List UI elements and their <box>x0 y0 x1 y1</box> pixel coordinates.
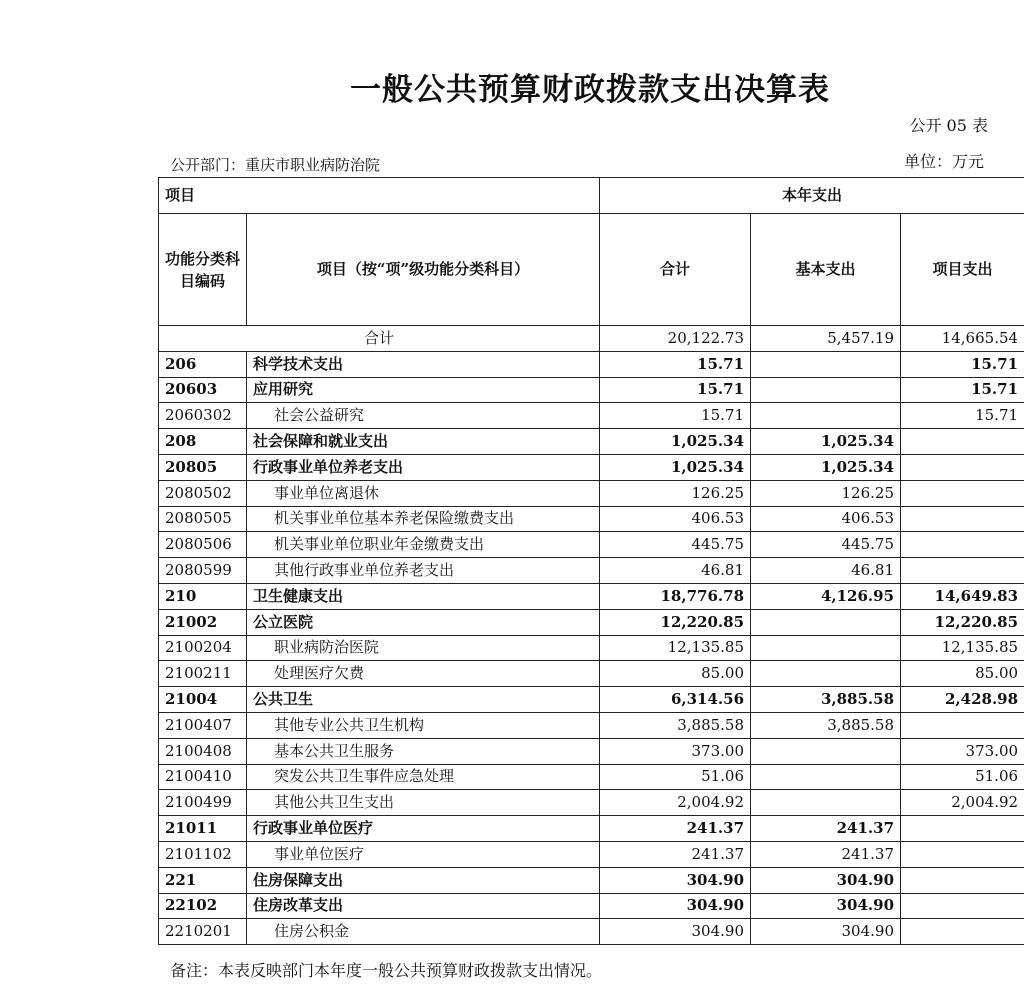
row-project <box>901 454 1024 480</box>
row-basic <box>751 351 901 377</box>
row-project <box>901 919 1024 945</box>
table-row <box>159 764 1024 790</box>
form-number: 公开 05 表 <box>909 116 988 135</box>
row-code: 2080506 <box>159 532 247 558</box>
table-row <box>159 558 1024 584</box>
table-row <box>159 583 1024 609</box>
row-total: 445.75 <box>600 532 751 558</box>
row-basic: 304.90 <box>751 919 901 945</box>
row-name: 其他公共卫生支出 <box>247 790 600 816</box>
row-basic <box>751 609 901 635</box>
row-code: 2060302 <box>159 403 247 429</box>
row-basic: 241.37 <box>751 816 901 842</box>
table-row <box>159 893 1024 919</box>
row-project <box>901 506 1024 532</box>
row-name: 处理医疗欠费 <box>247 661 600 687</box>
header-current-year: 本年支出 <box>600 178 1024 214</box>
row-total: 241.37 <box>600 816 751 842</box>
row-name: 基本公共卫生服务 <box>247 738 600 764</box>
row-code: 2100499 <box>159 790 247 816</box>
row-name: 职业病防治医院 <box>247 635 600 661</box>
row-basic <box>751 738 901 764</box>
row-name: 应用研究 <box>247 377 600 403</box>
row-code: 2100211 <box>159 661 247 687</box>
row-project: 51.06 <box>901 764 1024 790</box>
row-code: 221 <box>159 867 247 893</box>
row-project: 14,649.83 <box>901 583 1024 609</box>
row-name: 机关事业单位职业年金缴费支出 <box>247 532 600 558</box>
department-label: 公开部门：重庆市职业病防治院 <box>170 156 381 174</box>
row-name: 卫生健康支出 <box>247 583 600 609</box>
table-row <box>159 480 1024 506</box>
table-row <box>159 429 1024 455</box>
row-basic: 126.25 <box>751 480 901 506</box>
page-title: 一般公共预算财政拨款支出决算表 <box>350 72 830 108</box>
row-basic: 406.53 <box>751 506 901 532</box>
row-code: 2100204 <box>159 635 247 661</box>
row-total: 304.90 <box>600 867 751 893</box>
table-row <box>159 609 1024 635</box>
row-project <box>901 867 1024 893</box>
row-basic <box>751 764 901 790</box>
row-basic <box>751 661 901 687</box>
row-total: 1,025.34 <box>600 429 751 455</box>
row-basic: 3,885.58 <box>751 687 901 713</box>
total-project: 14,665.54 <box>901 326 1024 352</box>
header-row-top <box>159 178 1024 214</box>
row-project: 15.71 <box>901 403 1024 429</box>
row-name: 住房改革支出 <box>247 893 600 919</box>
table-row <box>159 687 1024 713</box>
total-row <box>159 326 1024 352</box>
row-project: 2,428.98 <box>901 687 1024 713</box>
row-name: 社会公益研究 <box>247 403 600 429</box>
row-name: 机关事业单位基本养老保险缴费支出 <box>247 506 600 532</box>
row-name: 事业单位医疗 <box>247 841 600 867</box>
row-name: 其他专业公共卫生机构 <box>247 712 600 738</box>
header-code: 功能分类科目编码 <box>159 214 247 326</box>
row-total: 1,025.34 <box>600 454 751 480</box>
row-basic <box>751 635 901 661</box>
row-name: 其他行政事业单位养老支出 <box>247 558 600 584</box>
row-basic: 304.90 <box>751 867 901 893</box>
total-label: 合计 <box>159 326 600 352</box>
header-basic: 基本支出 <box>751 214 901 326</box>
row-total: 241.37 <box>600 841 751 867</box>
row-code: 2100408 <box>159 738 247 764</box>
row-code: 210 <box>159 583 247 609</box>
header-name: 项目（按“项”级功能分类科目） <box>247 214 600 326</box>
row-total: 15.71 <box>600 351 751 377</box>
row-basic: 46.81 <box>751 558 901 584</box>
row-name: 科学技术支出 <box>247 351 600 377</box>
row-total: 6,314.56 <box>600 687 751 713</box>
row-total: 15.71 <box>600 377 751 403</box>
row-code: 2080505 <box>159 506 247 532</box>
table-row <box>159 351 1024 377</box>
row-project: 373.00 <box>901 738 1024 764</box>
table-row <box>159 738 1024 764</box>
header-row-sub <box>159 214 1024 326</box>
row-basic <box>751 790 901 816</box>
row-project <box>901 712 1024 738</box>
unit-label: 单位：万元 <box>903 152 984 171</box>
row-code: 20805 <box>159 454 247 480</box>
total-total: 20,122.73 <box>600 326 751 352</box>
row-project <box>901 480 1024 506</box>
row-total: 12,135.85 <box>600 635 751 661</box>
row-code: 22102 <box>159 893 247 919</box>
row-code: 21011 <box>159 816 247 842</box>
row-code: 2080502 <box>159 480 247 506</box>
row-project: 12,135.85 <box>901 635 1024 661</box>
row-name: 行政事业单位养老支出 <box>247 454 600 480</box>
row-project <box>901 841 1024 867</box>
table-row <box>159 532 1024 558</box>
row-code: 206 <box>159 351 247 377</box>
expenditure-table <box>158 177 1024 945</box>
table-row <box>159 816 1024 842</box>
row-code: 2080599 <box>159 558 247 584</box>
row-basic: 241.37 <box>751 841 901 867</box>
row-total: 18,776.78 <box>600 583 751 609</box>
row-total: 85.00 <box>600 661 751 687</box>
row-total: 46.81 <box>600 558 751 584</box>
table-row <box>159 506 1024 532</box>
row-code: 2210201 <box>159 919 247 945</box>
table-row <box>159 661 1024 687</box>
row-project <box>901 816 1024 842</box>
row-total: 406.53 <box>600 506 751 532</box>
header-total: 合计 <box>600 214 751 326</box>
row-basic: 445.75 <box>751 532 901 558</box>
row-total: 373.00 <box>600 738 751 764</box>
row-name: 行政事业单位医疗 <box>247 816 600 842</box>
row-name: 社会保障和就业支出 <box>247 429 600 455</box>
row-name: 公立医院 <box>247 609 600 635</box>
row-project: 15.71 <box>901 351 1024 377</box>
row-name: 公共卫生 <box>247 687 600 713</box>
table-row <box>159 403 1024 429</box>
row-code: 2100407 <box>159 712 247 738</box>
table-row <box>159 454 1024 480</box>
total-basic: 5,457.19 <box>751 326 901 352</box>
row-total: 304.90 <box>600 919 751 945</box>
row-code: 21004 <box>159 687 247 713</box>
row-total: 3,885.58 <box>600 712 751 738</box>
table-row <box>159 841 1024 867</box>
row-basic <box>751 403 901 429</box>
table-row <box>159 635 1024 661</box>
row-basic: 3,885.58 <box>751 712 901 738</box>
header-item: 项目 <box>159 178 600 214</box>
row-project: 85.00 <box>901 661 1024 687</box>
row-total: 2,004.92 <box>600 790 751 816</box>
row-basic: 1,025.34 <box>751 429 901 455</box>
row-project <box>901 893 1024 919</box>
table-row <box>159 377 1024 403</box>
row-total: 15.71 <box>600 403 751 429</box>
row-total: 12,220.85 <box>600 609 751 635</box>
table-row <box>159 867 1024 893</box>
row-code: 208 <box>159 429 247 455</box>
row-basic: 4,126.95 <box>751 583 901 609</box>
row-project <box>901 532 1024 558</box>
row-name: 住房公积金 <box>247 919 600 945</box>
row-project: 15.71 <box>901 377 1024 403</box>
row-project: 12,220.85 <box>901 609 1024 635</box>
row-code: 21002 <box>159 609 247 635</box>
row-basic <box>751 377 901 403</box>
row-code: 2101102 <box>159 841 247 867</box>
row-project <box>901 429 1024 455</box>
table-row <box>159 919 1024 945</box>
row-basic: 1,025.34 <box>751 454 901 480</box>
table-row <box>159 790 1024 816</box>
row-total: 304.90 <box>600 893 751 919</box>
row-project: 2,004.92 <box>901 790 1024 816</box>
row-name: 突发公共卫生事件应急处理 <box>247 764 600 790</box>
row-code: 2100410 <box>159 764 247 790</box>
header-project: 项目支出 <box>901 214 1024 326</box>
row-name: 事业单位离退休 <box>247 480 600 506</box>
row-code: 20603 <box>159 377 247 403</box>
row-project <box>901 558 1024 584</box>
row-total: 51.06 <box>600 764 751 790</box>
footnote: 备注：本表反映部门本年度一般公共预算财政拨款支出情况。 <box>170 961 603 980</box>
row-basic: 304.90 <box>751 893 901 919</box>
row-name: 住房保障支出 <box>247 867 600 893</box>
row-total: 126.25 <box>600 480 751 506</box>
table-row <box>159 712 1024 738</box>
